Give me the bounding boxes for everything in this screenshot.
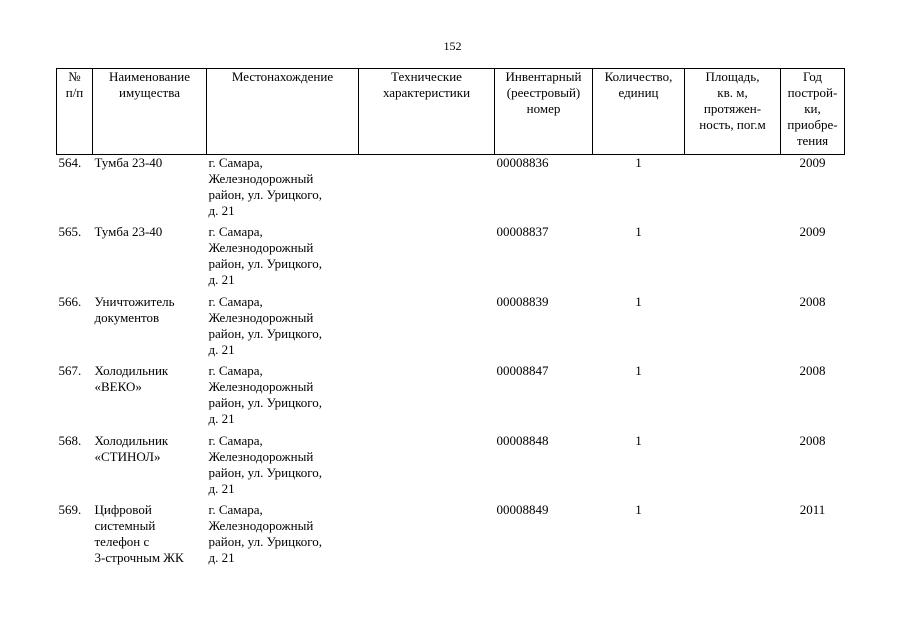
item-inventory-number: 00008837 bbox=[496, 224, 549, 239]
item-name: Тумба 23-40 bbox=[94, 155, 163, 170]
table-row bbox=[57, 155, 845, 225]
header-row bbox=[57, 69, 845, 155]
row-number: 568. bbox=[58, 432, 82, 448]
column-header-quantity: Количество, единиц bbox=[593, 69, 685, 155]
item-quantity: 1 bbox=[635, 502, 642, 517]
item-location: г. Самара, Железнодорожный район, ул. Урицкого, д. 21 bbox=[208, 363, 322, 426]
item-inventory-number: 00008849 bbox=[496, 502, 549, 517]
item-inventory-number: 00008847 bbox=[496, 363, 549, 378]
table-row bbox=[57, 433, 845, 503]
item-quantity: 1 bbox=[635, 363, 642, 378]
item-name: Тумба 23-40 bbox=[94, 224, 163, 239]
row-number: 569. bbox=[58, 502, 82, 517]
item-area bbox=[685, 155, 781, 225]
item-year: 2009 bbox=[799, 224, 826, 239]
item-tech bbox=[359, 224, 495, 294]
column-header-number: № п/п bbox=[57, 69, 93, 155]
column-header-location: Местонахождение bbox=[207, 69, 359, 155]
item-quantity: 1 bbox=[635, 224, 642, 239]
item-location: г. Самара, Железнодорожный район, ул. Урицкого, д. 21 bbox=[208, 224, 322, 287]
table-row bbox=[57, 363, 845, 433]
item-inventory-number: 00008848 bbox=[496, 432, 549, 448]
column-header-tech: Технические характеристики bbox=[359, 69, 495, 155]
table-row bbox=[57, 224, 845, 294]
item-location: г. Самара, Железнодорожный район, ул. Урицкого, д. 21 bbox=[208, 432, 322, 496]
item-location: г. Самара, Железнодорожный район, ул. Урицкого, д. 21 bbox=[208, 502, 322, 565]
row-number: 565. bbox=[58, 224, 82, 239]
item-tech bbox=[359, 155, 495, 225]
item-tech bbox=[359, 433, 495, 503]
item-quantity: 1 bbox=[635, 432, 642, 448]
table-row bbox=[57, 294, 845, 364]
item-tech bbox=[359, 294, 495, 364]
item-quantity: 1 bbox=[635, 155, 642, 170]
column-header-area: Площадь, кв. м, протяжен- ность, пог.м bbox=[685, 69, 781, 155]
item-name: Холодильник «СТИНОЛ» bbox=[94, 432, 169, 464]
item-area bbox=[685, 294, 781, 364]
row-number: 564. bbox=[58, 155, 82, 170]
item-inventory-number: 00008836 bbox=[496, 155, 549, 170]
item-year: 2008 bbox=[799, 363, 826, 378]
item-year: 2008 bbox=[799, 432, 826, 448]
item-quantity: 1 bbox=[635, 293, 642, 309]
item-area bbox=[685, 433, 781, 503]
row-number: 567. bbox=[58, 363, 82, 378]
item-area bbox=[685, 224, 781, 294]
item-name: Холодильник «ВЕКО» bbox=[94, 363, 169, 394]
item-location: г. Самара, Железнодорожный район, ул. Урицкого, д. 21 bbox=[208, 155, 322, 218]
column-header-inventory-number: Инвентарный (реестровый) номер bbox=[495, 69, 593, 155]
item-year: 2011 bbox=[799, 502, 826, 517]
inventory-table bbox=[56, 68, 845, 572]
item-year: 2009 bbox=[799, 155, 826, 170]
item-area bbox=[685, 502, 781, 572]
item-tech bbox=[359, 363, 495, 433]
column-header-year: Год построй- ки, приобре- тения bbox=[781, 69, 845, 155]
page-number: 152 bbox=[443, 39, 462, 53]
row-number: 566. bbox=[58, 293, 82, 309]
item-name: Уничтожитель документов bbox=[94, 293, 175, 325]
item-location: г. Самара, Железнодорожный район, ул. Урицкого, д. 21 bbox=[208, 293, 322, 357]
item-area bbox=[685, 363, 781, 433]
item-inventory-number: 00008839 bbox=[496, 293, 549, 309]
item-name: Цифровой системный телефон с 3-строчным ЖК bbox=[94, 502, 184, 565]
item-tech bbox=[359, 502, 495, 572]
table-row bbox=[57, 502, 845, 572]
column-header-name: Наименование имущества bbox=[93, 69, 207, 155]
item-year: 2008 bbox=[799, 293, 826, 309]
